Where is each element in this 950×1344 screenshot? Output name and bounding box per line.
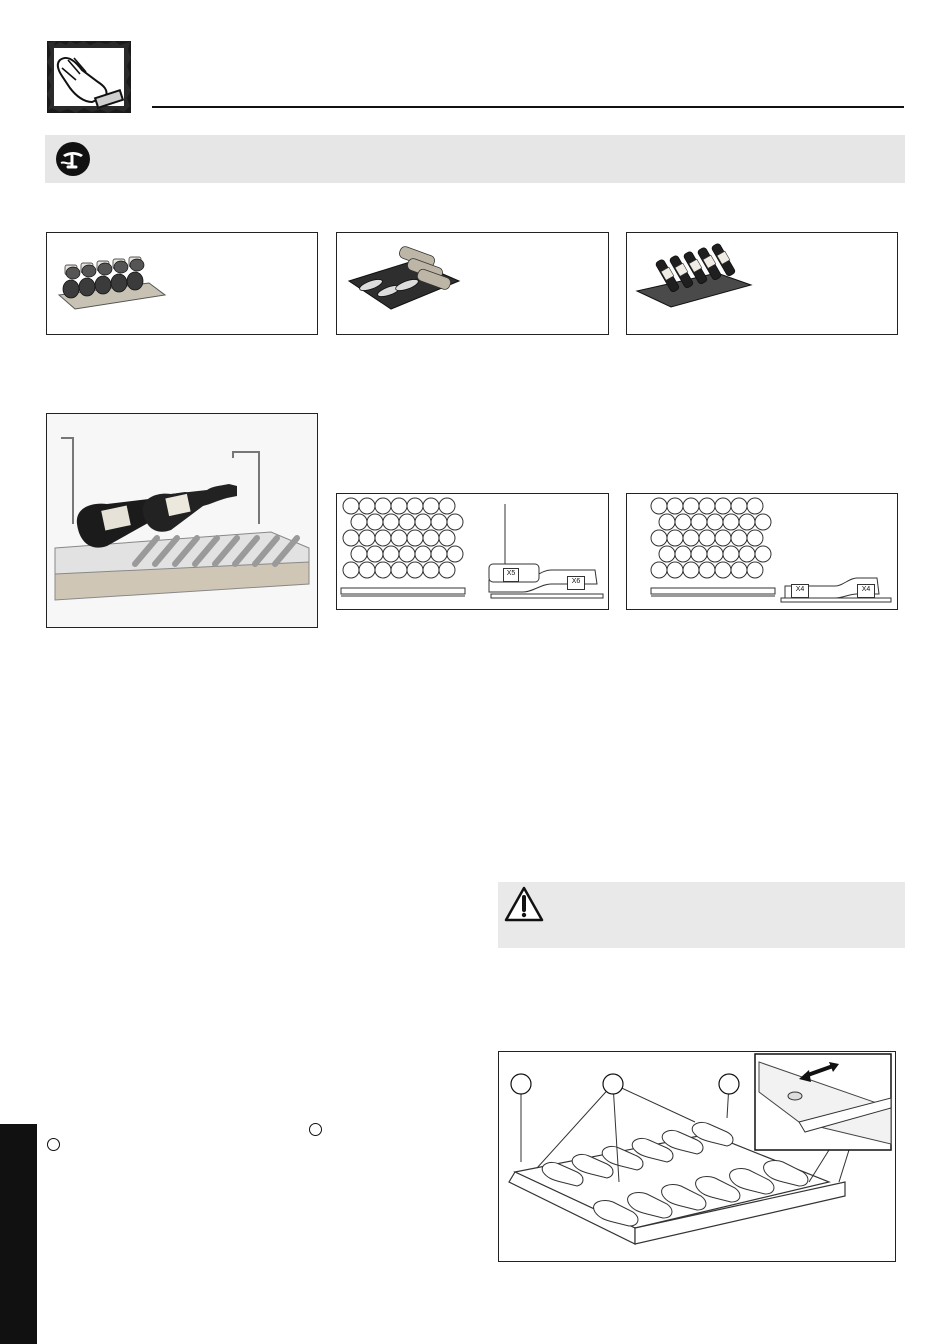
- wine-glass-icon: [55, 141, 91, 177]
- bottle-end-circle: [367, 546, 383, 562]
- bottle-end-circle: [407, 530, 423, 546]
- storage-right-rear-label: X4: [857, 584, 875, 598]
- bottle-end-circle: [431, 546, 447, 562]
- bottle-end-circle: [683, 562, 699, 578]
- bottle-end-circle: [675, 514, 691, 530]
- bottle-end-circle: [391, 530, 407, 546]
- bottle-end-circle: [747, 530, 763, 546]
- sliding-shelf-diagram: [498, 1051, 896, 1262]
- bottle-end-circle: [731, 498, 747, 514]
- bottle-end-circle: [683, 530, 699, 546]
- shelf-presentation-rack-box: [626, 232, 898, 335]
- bottle-end-circle: [699, 562, 715, 578]
- bottle-end-circle: [415, 514, 431, 530]
- bottle-end-circle: [651, 530, 667, 546]
- bottle-end-circle: [691, 514, 707, 530]
- bottle-end-circle: [747, 562, 763, 578]
- bottle-end-circle: [439, 530, 455, 546]
- bottle-end-circle: [407, 562, 423, 578]
- bottle-end-circle: [699, 530, 715, 546]
- info-banner: [45, 135, 905, 183]
- bottle-end-circle: [667, 530, 683, 546]
- bottle-end-circle: [423, 498, 439, 514]
- bottle-end-circle: [707, 546, 723, 562]
- storage-diagram-left: [336, 493, 609, 610]
- bottle-end-circle: [399, 546, 415, 562]
- bottle-end-circle: [383, 546, 399, 562]
- bottle-end-circle: [707, 514, 723, 530]
- bottle-end-circle: [747, 498, 763, 514]
- bottle-end-circle: [739, 514, 755, 530]
- storage-diagram-right: [626, 493, 898, 610]
- bottle-end-circle: [447, 546, 463, 562]
- bottle-end-circle: [351, 514, 367, 530]
- shelf-flat-rack-box: [46, 232, 318, 335]
- bottle-end-circle: [423, 562, 439, 578]
- callout-circle: [309, 1123, 322, 1136]
- storage-left-front-label: X5: [503, 568, 519, 582]
- bottle-end-circle: [723, 546, 739, 562]
- bottle-end-circle: [699, 498, 715, 514]
- bottle-end-circle: [755, 546, 771, 562]
- bottle-end-circle: [731, 562, 747, 578]
- bottle-end-circle: [383, 514, 399, 530]
- warning-triangle-icon: [504, 886, 544, 922]
- bottle-end-circle: [375, 498, 391, 514]
- bottle-end-circle: [731, 530, 747, 546]
- bottle-rack-presentation-illustration: [633, 239, 757, 323]
- bottle-end-circle: [375, 530, 391, 546]
- hand-pressing-button-icon: [46, 40, 132, 114]
- bottle-end-circle: [715, 498, 731, 514]
- bottle-end-circle: [723, 514, 739, 530]
- shelf-with-bottles-photo: [46, 413, 318, 628]
- bottle-end-circle: [755, 514, 771, 530]
- bottle-end-circle: [659, 514, 675, 530]
- bottle-end-circle: [715, 562, 731, 578]
- bottle-end-circle: [423, 530, 439, 546]
- bottle-end-circle: [415, 546, 431, 562]
- warning-box: [498, 882, 905, 948]
- bottle-end-circle: [675, 546, 691, 562]
- bottle-rack-flat-illustration: [53, 243, 173, 323]
- bottle-end-circle: [391, 498, 407, 514]
- bottle-end-circle: [439, 498, 455, 514]
- bottle-end-circle: [343, 530, 359, 546]
- bottle-end-circle: [431, 514, 447, 530]
- bottle-end-circle: [375, 562, 391, 578]
- bottle-rack-sliding-illustration: [343, 239, 463, 323]
- storage-right-front-label: X4: [791, 584, 809, 598]
- shelf-sliding-rack-box: [336, 232, 609, 335]
- callout-circle: [47, 1138, 60, 1151]
- side-tab: [0, 1124, 37, 1344]
- bottle-end-circle: [343, 498, 359, 514]
- bottle-end-circle: [651, 498, 667, 514]
- bottle-end-circle: [359, 562, 375, 578]
- bottle-end-circle: [407, 498, 423, 514]
- bottle-end-circle: [659, 546, 675, 562]
- bottle-end-circle: [667, 562, 683, 578]
- storage-left-rear-label: X6: [567, 576, 585, 590]
- bottle-end-circle: [343, 562, 359, 578]
- bottle-end-circle: [683, 498, 699, 514]
- bottle-end-circle: [651, 562, 667, 578]
- bottle-end-circle: [351, 546, 367, 562]
- bottle-end-circle: [359, 498, 375, 514]
- bottle-end-circle: [447, 514, 463, 530]
- bottle-end-circle: [367, 514, 383, 530]
- bottle-end-circle: [691, 546, 707, 562]
- bottle-end-circle: [391, 562, 407, 578]
- bottle-end-circle: [667, 498, 683, 514]
- bottle-end-circle: [359, 530, 375, 546]
- bottle-end-circle: [439, 562, 455, 578]
- bottle-end-circle: [715, 530, 731, 546]
- bottle-end-circle: [739, 546, 755, 562]
- header-rule: [152, 106, 904, 108]
- bottle-end-circle: [399, 514, 415, 530]
